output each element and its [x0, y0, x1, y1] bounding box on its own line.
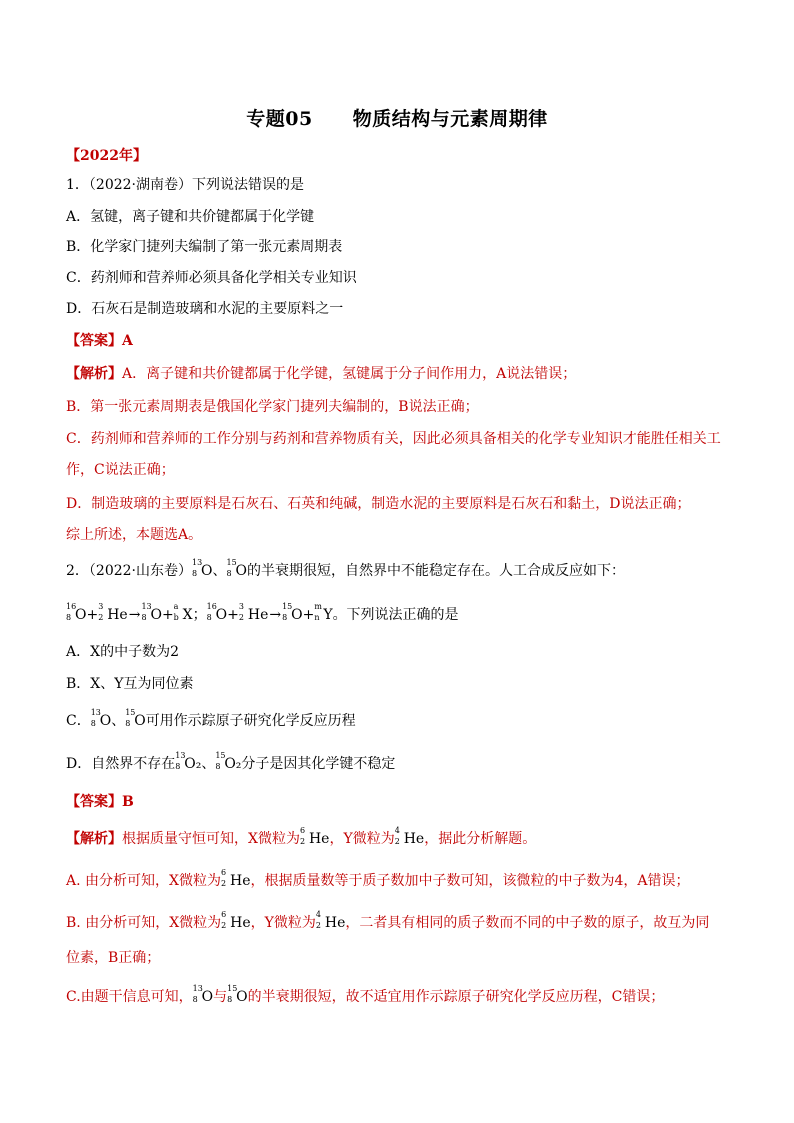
q2-option-d: D．自然界不存在 13 8 O₂、 15 8 O₂分子是因其化学键不稳定 [66, 751, 396, 772]
q2-option-c: C． 13 8 O、 15 8 O可用作示踪原子研究化学反应历程 [66, 708, 356, 729]
title-topic-number: 专题05 [246, 108, 313, 130]
q1-analysis-a [66, 364, 726, 384]
page-title [0, 104, 794, 131]
q1-analysis-summary: 综上所述，本题选A。 [66, 527, 203, 543]
analysis-tag: 【解析】 [66, 366, 122, 382]
q2-analysis: 【解析】根据质量守恒可知，X微粒为 6 2 He，Y微粒为 4 2 He，据此分析解题。 [66, 826, 537, 847]
q1-option-d: D．石灰石是制造玻璃和水泥的主要原料之一 [66, 301, 344, 317]
analysis-text: B. 由分析可知，X微粒为 [66, 915, 222, 931]
analysis-text: A. 由分析可知，X微粒为 [66, 873, 221, 889]
answer-value: B [122, 794, 134, 810]
answer-value: A [122, 333, 133, 349]
q1-answer [66, 331, 726, 351]
q2-option-b: B．X、Y互为同位素 [66, 676, 194, 692]
q2-analysis-c: C.由题干信息可知， 13 8 O与 15 8 O的半衰期很短，故不适宜用作示踪原子研究化学反应历程，C错误； [66, 984, 665, 1005]
q1-analysis-c: C．药剂师和营养师的工作分别与药剂和营养物质有关，因此必须具备相关的化学专业知识才能胜任相关工 [66, 431, 721, 447]
q2-stem-suffix: 的半衰期很短，自然界中不能稳定存在。人工合成反应如下： [246, 563, 625, 579]
q1-stem: 1．（2022·湖南卷）下列说法错误的是 [66, 177, 304, 193]
q2-reaction-suffix: 。下列说法正确的是 [332, 607, 459, 623]
analysis-text: ，据此分析解题。 [424, 831, 537, 847]
analysis-text: 根据质量守恒可知，X微粒为 [122, 831, 300, 847]
analysis-text: C.由题干信息可知， [66, 989, 193, 1005]
analysis-text: ，根据质量数等于质子数加中子数可知，该微粒的中子数为4，A错误； [250, 873, 690, 889]
q1-option-b: B．化学家门捷列夫编制了第一张元素周期表 [66, 239, 343, 255]
q2-option-d-prefix: D．自然界不存在 [66, 756, 176, 772]
q1-option-a: A．氢键，离子键和共价键都属于化学键 [66, 209, 315, 225]
q2-answer [66, 792, 726, 812]
answer-tag: 【答案】 [66, 333, 122, 349]
isotope-o13: 13 8 O [192, 558, 213, 579]
answer-tag: 【答案】 [66, 794, 122, 810]
q2-analysis-b-cont: 位素，B正确； [66, 950, 161, 966]
analysis-text: ，Y微粒为 [250, 915, 316, 931]
title-topic-name: 物质结构与元素周期律 [352, 108, 548, 130]
q2-analysis-b: B. 由分析可知，X微粒为 6 2 He，Y微粒为 4 2 He，二者具有相同的质子数而不同的中子数的原子，故互为同 [66, 910, 710, 931]
q2-option-c-text: 可用作示踪原子研究化学反应历程 [145, 713, 356, 729]
analysis-text: 的半衰期很短，故不适宜用作示踪原子研究化学反应历程，C错误； [247, 989, 665, 1005]
q2-option-d-suffix: 分子是因其化学键不稳定 [241, 756, 396, 772]
analysis-text: ，Y微粒为 [329, 831, 395, 847]
q2-option-a: A．X的中子数为2 [66, 644, 179, 660]
analysis-text: ，二者具有相同的质子数而不同的中子数的原子，故互为同 [345, 915, 710, 931]
analysis-text: A．离子键和共价键都属于化学键，氢键属于分子间作用力，A说法错误； [122, 366, 577, 382]
q2-analysis-a: A. 由分析可知，X微粒为 6 2 He，根据质量数等于质子数加中子数可知，该微粒的中子数为4，A错误； [66, 868, 690, 889]
q1-option-c: C．药剂师和营养师必须具备化学相关专业知识 [66, 270, 357, 286]
q2-stem: 2．（2022·山东卷） 13 8 O、 15 8 O的半衰期很短，自然界中不能稳定存在。人工合成反应如下： [66, 558, 625, 579]
q2-stem-prefix: 2．（2022·山东卷） [66, 563, 192, 579]
analysis-text: 与 [213, 989, 228, 1005]
q1-analysis-d: D．制造玻璃的主要原料是石灰石、石英和纯碱，制造水泥的主要原料是石灰石和黏土，D说法正确； [66, 496, 691, 512]
analysis-tag: 【解析】 [66, 831, 122, 847]
q2-reaction: 16 8 O+ 3 2 He→ 13 8 O+ a b X； 16 8 O+ 3 2 He→ 15 8 O+ m n Y。下列说法正确的是 [66, 602, 459, 623]
q1-analysis-c-cont: 作，C说法正确； [66, 462, 175, 478]
q1-analysis-b: B．第一张元素周期表是俄国化学家门捷列夫编制的，B说法正确； [66, 399, 479, 415]
isotope-o15: 15 8 O [226, 558, 247, 579]
section-year-label: 【2022年】 [66, 148, 147, 164]
